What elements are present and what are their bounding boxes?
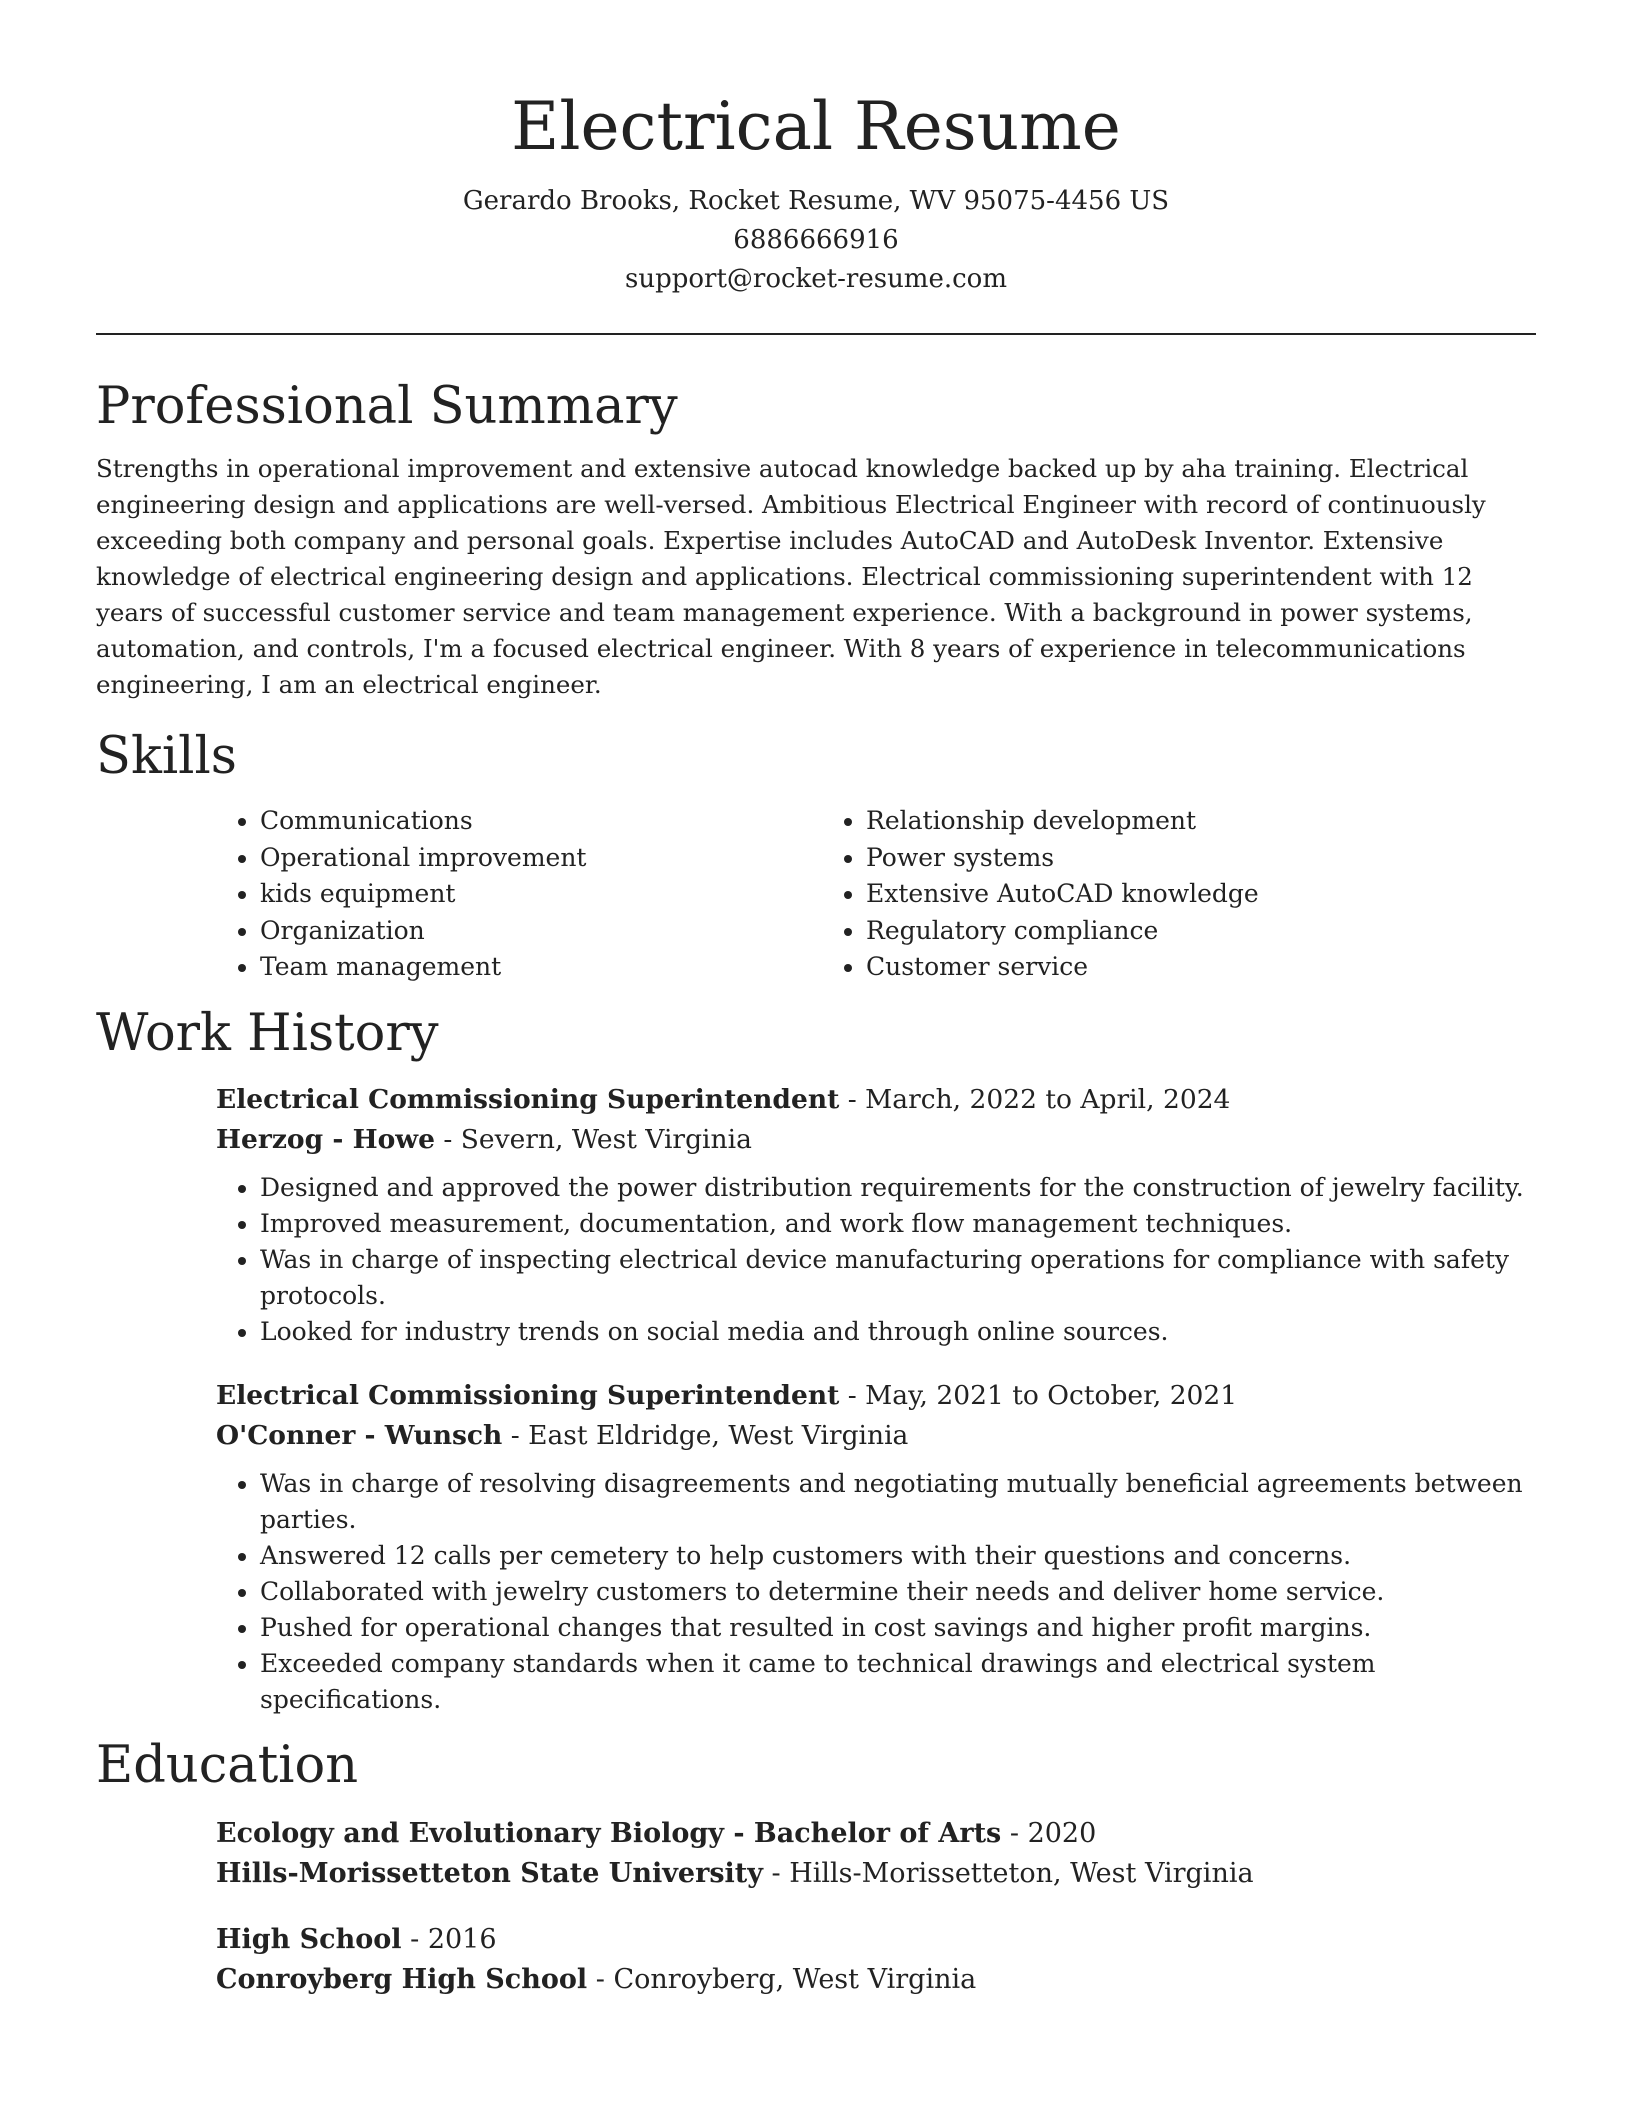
job-dates: March, 2022 to April, 2024 bbox=[865, 1083, 1231, 1115]
job-company-line bbox=[216, 1120, 1536, 1160]
job-company-line bbox=[216, 1416, 1536, 1456]
education-school-line bbox=[216, 1854, 1536, 1894]
separator: - bbox=[839, 1083, 866, 1115]
section-heading-work-history: Work History bbox=[96, 1003, 439, 1063]
education-degree-line bbox=[216, 1920, 1536, 1960]
skill-item: • Operational improvement bbox=[260, 840, 822, 877]
skill-item: • Relationship development bbox=[866, 803, 1428, 840]
education-year: 2016 bbox=[427, 1923, 497, 1955]
job-location: Severn, West Virginia bbox=[460, 1123, 752, 1155]
contact-phone: 6886666916 bbox=[733, 225, 899, 255]
separator: - bbox=[839, 1379, 866, 1411]
job-title: Electrical Commissioning Superintendent bbox=[216, 1379, 840, 1411]
job-bullets bbox=[216, 1170, 1536, 1350]
education-degree: High School bbox=[216, 1923, 402, 1955]
separator: - bbox=[587, 1963, 614, 1995]
job-bullet: • Pushed for operational changes that resulted in cost savings and higher profit margins. bbox=[260, 1610, 1536, 1646]
job-title-line bbox=[216, 1080, 1536, 1120]
separator: - bbox=[434, 1123, 461, 1155]
skill-item: • Communications bbox=[260, 803, 822, 840]
education-degree: Ecology and Evolutionary Biology - Bachelor of Arts bbox=[216, 1817, 1002, 1849]
separator: - bbox=[1001, 1817, 1028, 1849]
job-title-line bbox=[216, 1376, 1536, 1416]
skill-item: • Customer service bbox=[866, 949, 1428, 986]
education-degree-line bbox=[216, 1814, 1536, 1854]
job-bullet: • Designed and approved the power distribution requirements for the construction of jewelry facility. bbox=[260, 1170, 1536, 1206]
education-location: Hills-Morissetteton, West Virginia bbox=[789, 1857, 1254, 1889]
resume-title: Electrical Resume bbox=[511, 88, 1121, 165]
skill-item: • Organization bbox=[260, 913, 822, 950]
skill-item: • Regulatory compliance bbox=[866, 913, 1428, 950]
resume-header bbox=[96, 0, 1536, 299]
skills-columns bbox=[216, 803, 1536, 986]
education-school: Conroyberg High School bbox=[216, 1963, 588, 1995]
job-bullet: • Was in charge of resolving disagreements and negotiating mutually beneficial agreements between parties. bbox=[260, 1466, 1536, 1538]
professional-summary-section bbox=[96, 375, 1536, 703]
job-company: Herzog - Howe bbox=[216, 1123, 435, 1155]
section-heading-skills: Skills bbox=[96, 727, 237, 786]
contact-block bbox=[96, 182, 1536, 299]
job-title: Electrical Commissioning Superintendent bbox=[216, 1083, 840, 1115]
education-entry bbox=[216, 1814, 1536, 1894]
summary-text: Strengths in operational improvement and extensive autocad knowledge backed up by aha training. Electrical engineering design and applications are well-versed. Ambitious Electrical Engineer with record of continuously exceeding both company and personal goals. Expertise includes AutoCAD and AutoDesk Inventor. Extensive knowledge of electrical engineering design and applications. Electrical commissioning superintendent with 12 years of successful customer service and team management experience. With a background in power systems, automation, and controls, I'm a focused electrical engineer. With 8 years of experience in telecommunications engineering, I am an electrical engineer. bbox=[96, 454, 1486, 699]
skill-item: • Power systems bbox=[866, 840, 1428, 877]
education-location: Conroyberg, West Virginia bbox=[613, 1963, 977, 1995]
skill-item: • Team management bbox=[260, 949, 822, 986]
section-heading-summary: Professional Summary bbox=[96, 377, 678, 436]
job-entry bbox=[216, 1080, 1536, 1350]
education-school-line bbox=[216, 1960, 1536, 2000]
job-bullets bbox=[216, 1466, 1536, 1718]
job-bullet: • Looked for industry trends on social media and through online sources. bbox=[260, 1314, 1536, 1350]
job-entry bbox=[216, 1376, 1536, 1718]
skills-section bbox=[96, 725, 1536, 986]
education-year: 2020 bbox=[1027, 1817, 1097, 1849]
job-bullet: • Answered 12 calls per cemetery to help customers with their questions and concerns. bbox=[260, 1538, 1536, 1574]
separator: - bbox=[762, 1857, 790, 1889]
contact-email: support@rocket-resume.com bbox=[624, 264, 1007, 294]
education-section bbox=[96, 1734, 1536, 2000]
skills-list-left bbox=[216, 803, 822, 986]
separator: - bbox=[502, 1419, 529, 1451]
education-school: Hills-Morissetteton State University bbox=[216, 1857, 763, 1889]
section-heading-education: Education bbox=[96, 1735, 359, 1795]
header-divider bbox=[96, 333, 1536, 335]
skill-item: • kids equipment bbox=[260, 876, 822, 913]
separator: - bbox=[401, 1923, 428, 1955]
job-dates: May, 2021 to October, 2021 bbox=[865, 1379, 1238, 1411]
job-bullet: • Improved measurement, documentation, and work flow management techniques. bbox=[260, 1206, 1536, 1242]
job-bullet: • Exceeded company standards when it came to technical drawings and electrical system specifications. bbox=[260, 1646, 1536, 1718]
skills-list-right bbox=[822, 803, 1428, 986]
job-bullet: • Collaborated with jewelry customers to determine their needs and deliver home service. bbox=[260, 1574, 1536, 1610]
resume-page bbox=[96, 0, 1536, 2000]
education-entry bbox=[216, 1920, 1536, 2000]
work-history-section bbox=[96, 1002, 1536, 1718]
skill-item: • Extensive AutoCAD knowledge bbox=[866, 876, 1428, 913]
contact-address: Gerardo Brooks, Rocket Resume, WV 95075-4456 US bbox=[462, 186, 1170, 216]
job-bullet: • Was in charge of inspecting electrical device manufacturing operations for compliance with safety protocols. bbox=[260, 1242, 1536, 1314]
job-location: East Eldridge, West Virginia bbox=[528, 1419, 909, 1451]
job-company: O'Conner - Wunsch bbox=[216, 1419, 503, 1451]
